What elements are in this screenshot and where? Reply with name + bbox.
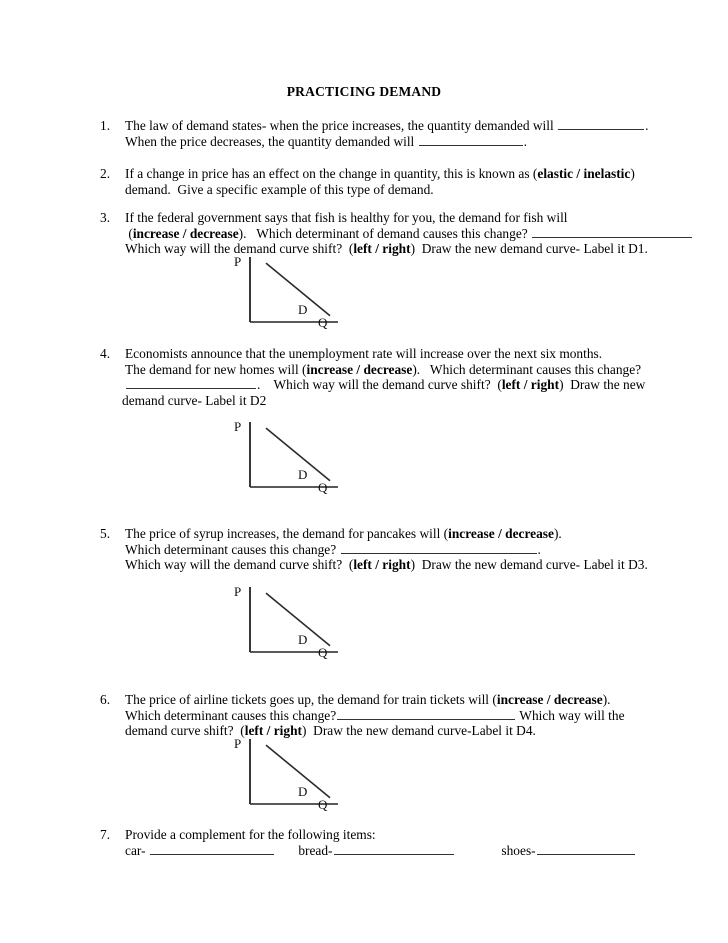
question-text: ) Draw the new demand curve-Label it D4. bbox=[302, 723, 536, 739]
question-text: . bbox=[645, 118, 649, 133]
question-line bbox=[125, 210, 693, 226]
demand-graph-2 bbox=[232, 417, 352, 499]
question-line bbox=[125, 708, 625, 724]
question-item-3 bbox=[100, 210, 693, 257]
question-line bbox=[125, 118, 648, 134]
question-text: Economists announce that the unemployment rate will increase over the next six months. bbox=[125, 346, 603, 361]
demand-curve-label: D bbox=[298, 784, 308, 799]
question-item-2 bbox=[100, 166, 635, 197]
question-line bbox=[125, 377, 645, 393]
question-text: The price of airline tickets goes up, the demand for train tickets will ( bbox=[125, 692, 497, 707]
question-body bbox=[125, 118, 648, 149]
question-body bbox=[125, 166, 635, 197]
question-text: ). bbox=[602, 692, 611, 707]
question-text: The price of syrup increases, the demand for pancakes will ( bbox=[125, 526, 449, 541]
x-axis-label: Q bbox=[318, 797, 328, 812]
question-text: ). bbox=[553, 526, 562, 541]
question-number: 5. bbox=[100, 526, 111, 541]
question-item-7 bbox=[100, 827, 636, 858]
question-line bbox=[125, 182, 635, 198]
answer-blank[interactable] bbox=[537, 843, 635, 855]
y-axis-label: P bbox=[234, 736, 242, 751]
question-text: demand curve- Label it D2 bbox=[122, 392, 267, 408]
answer-blank[interactable] bbox=[126, 377, 256, 389]
answer-blank[interactable] bbox=[334, 843, 454, 855]
demand-curve-label: D bbox=[298, 632, 308, 647]
question-line bbox=[125, 226, 693, 242]
demand-graph-3 bbox=[232, 582, 352, 662]
question-text: If the federal government says that fish is healthy for you, the demand for fish will bbox=[125, 210, 568, 225]
question-text: bread- bbox=[274, 842, 333, 858]
question-number: 2. bbox=[100, 166, 111, 181]
question-text: ). Which determinant of demand causes this change? bbox=[238, 225, 532, 241]
question-text: Which determinant causes this change? bbox=[125, 541, 340, 557]
question-item-1 bbox=[100, 118, 648, 149]
x-axis-label: Q bbox=[318, 645, 328, 660]
y-axis-label: P bbox=[234, 254, 242, 269]
answer-blank[interactable] bbox=[419, 134, 523, 146]
emphasised-choice: left / right bbox=[501, 377, 560, 393]
y-axis-label: P bbox=[234, 584, 242, 599]
question-line bbox=[125, 526, 648, 542]
question-text: ). Which determinant causes this change? bbox=[412, 361, 642, 377]
answer-blank[interactable] bbox=[337, 708, 515, 720]
question-text: ) bbox=[630, 166, 635, 181]
emphasised-choice: increase / decrease bbox=[496, 692, 603, 707]
demand-graph-3 bbox=[232, 582, 352, 664]
question-body bbox=[125, 526, 648, 573]
question-text: If a change in price has an effect on the change in quantity, this is known as ( bbox=[125, 166, 538, 181]
question-line bbox=[125, 346, 645, 362]
question-line bbox=[125, 241, 693, 257]
y-axis-label: P bbox=[234, 419, 242, 434]
question-line bbox=[125, 542, 648, 558]
question-text: ( bbox=[125, 225, 133, 241]
answer-blank[interactable] bbox=[558, 118, 644, 130]
question-item-5 bbox=[100, 526, 648, 573]
question-text: demand curve shift? ( bbox=[125, 723, 245, 739]
question-text: ) Draw the new bbox=[559, 377, 646, 393]
question-line bbox=[125, 723, 625, 739]
emphasised-choice: left / right bbox=[244, 723, 302, 739]
question-line bbox=[125, 134, 648, 150]
question-text: . bbox=[537, 541, 541, 557]
question-text: car- bbox=[125, 842, 149, 858]
question-number: 7. bbox=[100, 827, 111, 842]
emphasised-choice: increase / decrease bbox=[306, 361, 413, 377]
question-text: When the price decreases, the quantity demanded will bbox=[125, 133, 418, 149]
question-line bbox=[122, 393, 645, 409]
demand-graph-4 bbox=[232, 734, 352, 814]
demand-graph-1 bbox=[232, 252, 352, 334]
question-number: 3. bbox=[100, 210, 111, 225]
x-axis-label: Q bbox=[318, 480, 328, 495]
emphasised-choice: elastic / inelastic bbox=[537, 166, 631, 181]
demand-curve-label: D bbox=[298, 467, 308, 482]
question-line bbox=[125, 827, 636, 843]
demand-graph-2 bbox=[232, 417, 352, 497]
demand-graph-4 bbox=[232, 734, 352, 816]
question-item-6 bbox=[100, 692, 625, 739]
question-text: Provide a complement for the following items: bbox=[125, 827, 376, 842]
demand-curve-label: D bbox=[298, 302, 308, 317]
page-title: PRACTICING DEMAND bbox=[286, 84, 442, 99]
question-text: . Which way will the demand curve shift? ( bbox=[257, 377, 502, 393]
question-number: 1. bbox=[100, 118, 111, 133]
emphasised-choice: increase / decrease bbox=[132, 225, 239, 241]
x-axis-label: Q bbox=[318, 315, 328, 330]
emphasised-choice: left / right bbox=[353, 557, 411, 573]
question-text: Which way will the demand curve shift? ( bbox=[125, 241, 354, 257]
question-text: Which determinant causes this change? bbox=[125, 707, 337, 723]
question-text: The law of demand states- when the price increases, the quantity demanded will bbox=[125, 118, 558, 133]
question-text: ) Draw the new demand curve- Label it D3. bbox=[410, 557, 648, 573]
question-body bbox=[125, 827, 636, 858]
question-text: shoes- bbox=[454, 842, 536, 858]
question-text: ) Draw the new demand curve- Label it D1. bbox=[410, 241, 648, 257]
demand-graph-1 bbox=[232, 252, 352, 332]
question-line bbox=[125, 692, 625, 708]
question-item-4 bbox=[100, 346, 645, 408]
question-text: demand. Give a specific example of this type of demand. bbox=[125, 181, 434, 197]
answer-blank[interactable] bbox=[341, 542, 537, 554]
question-text: Which way will the demand curve shift? ( bbox=[125, 557, 354, 573]
question-line bbox=[125, 362, 645, 378]
question-text: . bbox=[523, 133, 527, 149]
emphasised-choice: left / right bbox=[353, 241, 411, 257]
question-line bbox=[125, 557, 648, 573]
question-text: The demand for new homes will ( bbox=[125, 361, 307, 377]
question-number: 4. bbox=[100, 346, 111, 361]
question-line bbox=[125, 843, 636, 859]
answer-blank[interactable] bbox=[532, 226, 692, 238]
question-body bbox=[125, 210, 693, 257]
answer-blank[interactable] bbox=[150, 843, 274, 855]
question-text: Which way will the bbox=[516, 707, 625, 723]
question-body bbox=[125, 692, 625, 739]
question-number: 6. bbox=[100, 692, 111, 707]
question-line bbox=[125, 166, 635, 182]
emphasised-choice: increase / decrease bbox=[448, 526, 554, 541]
question-body bbox=[122, 346, 646, 408]
